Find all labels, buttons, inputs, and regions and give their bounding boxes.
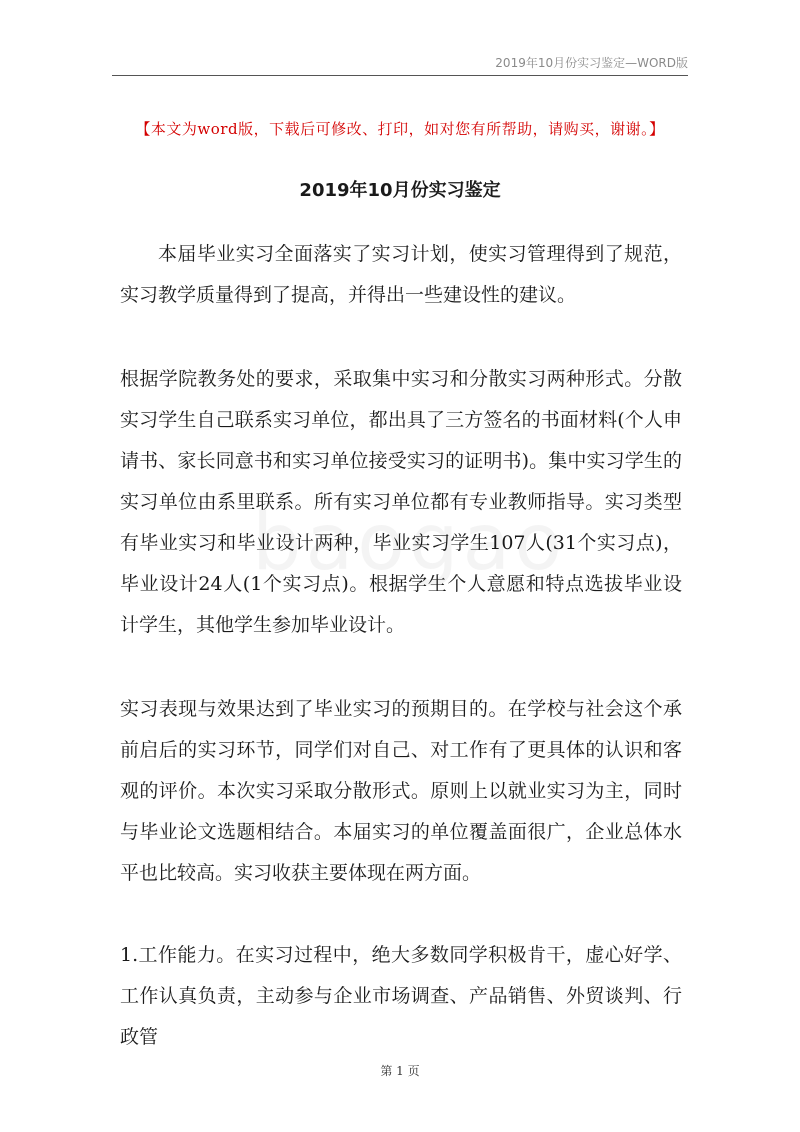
paragraph-forms: 根据学院教务处的要求，采取集中实习和分散实习两种形式。分散实习学生自己联系实习单位，都出具了三方签名的书面材料(个人申请书、家长同意书和实习单位接受实习的证明书)。集中实习学生的实习单位由系里联系。所有实习单位都有专业教师指导。实习类型有毕业实习和毕业设计两种，毕业实习学生107人(31个实习点)，毕业设计24人(1个实习点)。根据学生个人意愿和特点选拔毕业设计学生，其他学生参加毕业设计。: [120, 368, 682, 636]
paragraph-ability: 1.工作能力。在实习过程中，绝大多数同学积极肯干，虚心好学、工作认真负责，主动参与企业市场调查、产品销售、外贸谈判、行政管: [120, 944, 682, 1048]
purchase-notice: 【本文为word版，下载后可修改、打印，如对您有所帮助，请购买，谢谢。】: [135, 120, 665, 138]
header-divider: [112, 75, 688, 76]
document-title: 2019年10月份实习鉴定: [299, 180, 501, 201]
paragraph-intro: 本届毕业实习全面落实了实习计划，使实习管理得到了规范，实习教学质量得到了提高，并得出一些建设性的建议。: [120, 243, 682, 306]
page-number: 第 1 页: [380, 1064, 420, 1078]
paragraph-results: 实习表现与效果达到了毕业实习的预期目的。在学校与社会这个承前启后的实习环节，同学们对自己、对工作有了更具体的认识和客观的评价。本次实习采取分散形式。原则上以就业实习为主，同时与毕业论文选题相结合。本届实习的单位覆盖面很广，企业总体水平也比较高。实习收获主要体现在两方面。: [120, 698, 682, 884]
page-header: 2019年10月份实习鉴定—WORD版: [495, 56, 688, 70]
